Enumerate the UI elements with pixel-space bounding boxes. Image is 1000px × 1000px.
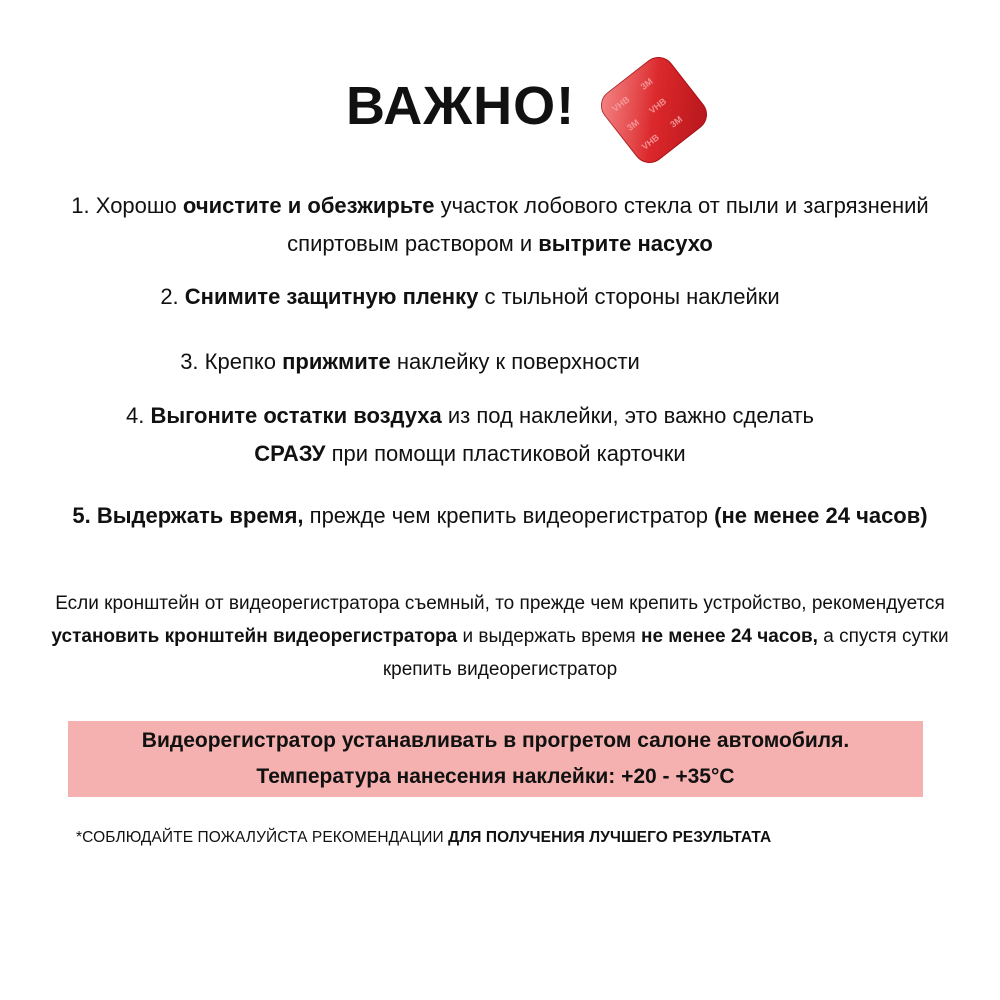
- step-text: наклейку к поверхности: [396, 349, 640, 374]
- step-text: Крепко: [204, 349, 276, 374]
- step-emphasis: Снимите защитную пленку: [184, 284, 479, 309]
- step-emphasis: очистите и обезжирьте: [182, 193, 435, 218]
- header: [0, 40, 1000, 180]
- sticker-label-3m-3: 3M: [668, 114, 685, 130]
- step-emphasis: прижмите: [282, 349, 391, 374]
- page-title: ВАЖНО!: [346, 76, 576, 136]
- note-text: Если кронштейн от видеорегистратора съемный, то прежде чем крепить устройство, рекомендуется: [55, 593, 945, 614]
- warning-line-1: Видеорегистратор устанавливать в прогретом салоне автомобиля.: [141, 729, 850, 752]
- step-2: [40, 278, 900, 316]
- step-number: 1.: [71, 193, 90, 218]
- step-3: [40, 343, 780, 381]
- sticker-label-vhb-1: VHB: [610, 94, 632, 114]
- temperature-warning-banner: [68, 721, 923, 797]
- step-text: с тыльной стороны наклейки: [484, 284, 780, 309]
- bracket-note: [40, 587, 960, 686]
- sticker-label-vhb-3: VHB: [639, 132, 662, 152]
- step-number: 3.: [180, 349, 199, 374]
- sticker-label-3m-2: 3M: [625, 117, 642, 133]
- note-emphasis: не менее 24 часов,: [640, 626, 818, 647]
- step-4: [40, 397, 900, 473]
- step-text: Хорошо: [95, 193, 177, 218]
- step-text: участок лобового стекла от пыли и загрязнений спиртовым раствором и: [287, 193, 929, 256]
- warning-line-2: Температура нанесения наклейки: +20 - +35°С: [256, 765, 735, 788]
- step-emphasis: СРАЗУ: [254, 441, 326, 466]
- step-number: 2.: [160, 284, 179, 309]
- footnote: [76, 827, 771, 849]
- footnote-text: *СОБЛЮДАЙТЕ ПОЖАЛУЙСТА РЕКОМЕНДАЦИИ: [76, 829, 444, 846]
- step-emphasis: 5. Выдержать время,: [72, 503, 304, 528]
- note-text: и выдержать время: [462, 626, 636, 647]
- step-number: 4.: [125, 403, 145, 428]
- adhesive-pad-3m-icon: [592, 48, 716, 172]
- sticker-label-vhb-2: VHB: [647, 96, 669, 116]
- footnote-emphasis: ДЛЯ ПОЛУЧЕНИЯ ЛУЧШЕГО РЕЗУЛЬТАТА: [448, 829, 772, 846]
- step-text: из под наклейки, это важно сделать: [447, 403, 814, 428]
- sticker-label-3m-1: 3M: [638, 76, 655, 92]
- note-text: а спустя сутки крепить видеорегистратор: [382, 626, 949, 680]
- step-text: прежде чем крепить видеорегистратор: [309, 503, 709, 528]
- step-5: [40, 497, 960, 535]
- note-emphasis: установить кронштейн видеорегистратора: [51, 626, 458, 647]
- step-1: [60, 187, 940, 263]
- step-emphasis: (не менее 24 часов): [714, 503, 928, 528]
- step-emphasis: Выгоните остатки воздуха: [150, 403, 442, 428]
- step-emphasis: вытрите насухо: [538, 231, 713, 256]
- step-text: при помощи пластиковой карточки: [331, 441, 686, 466]
